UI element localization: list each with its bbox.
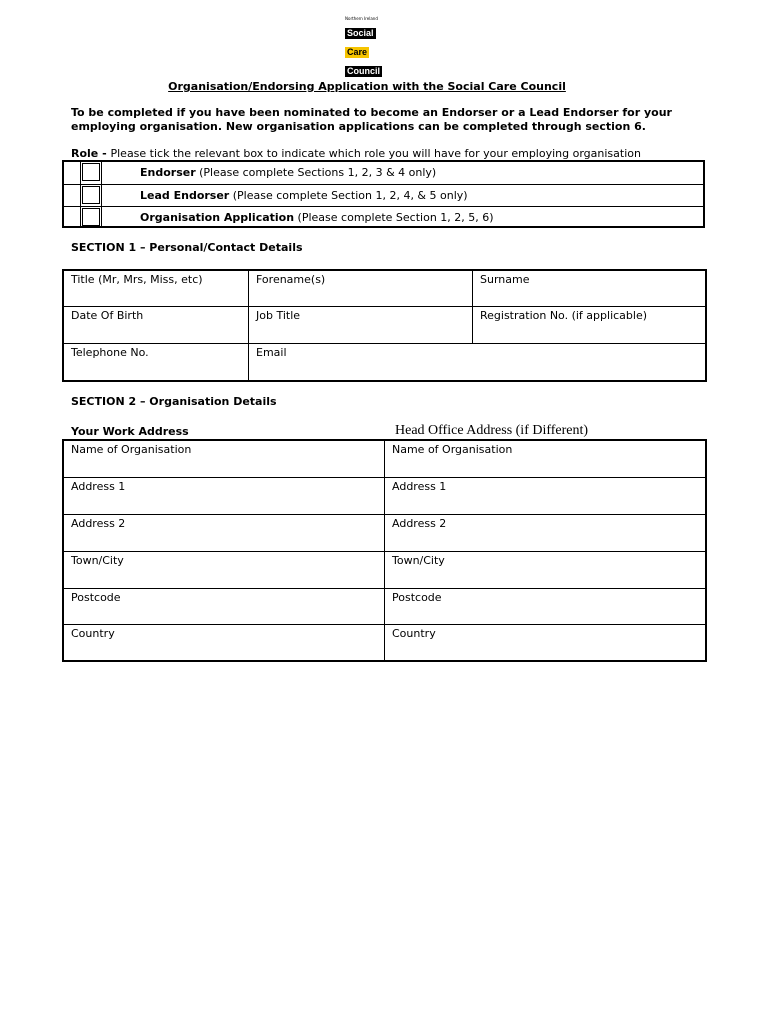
role-instruction	[71, 147, 641, 160]
endorser-label: Endorser (Please complete Sections 1, 2, 3 & 4 only)	[140, 166, 437, 179]
work-organisation-name-field[interactable]: Name of Organisation	[71, 443, 192, 456]
head-office-town-city-field[interactable]: Town/City	[392, 554, 445, 567]
work-town-city-field[interactable]: Town/City	[71, 554, 124, 567]
head-office-organisation-name-field[interactable]: Name of Organisation	[392, 443, 513, 456]
lead-endorser-checkbox[interactable]	[81, 185, 102, 206]
section2-heading: SECTION 2 – Organisation Details	[71, 395, 277, 408]
role-label: Role -	[71, 147, 111, 160]
title-field[interactable]: Title (Mr, Mrs, Miss, etc)	[71, 273, 203, 286]
work-address2-field[interactable]: Address 2	[71, 517, 126, 530]
section2-table	[62, 439, 707, 662]
logo-small-text: Northern Ireland	[345, 16, 378, 21]
date-of-birth-field[interactable]: Date Of Birth	[71, 309, 144, 322]
head-office-address1-field[interactable]: Address 1	[392, 480, 447, 493]
email-field[interactable]: Email	[256, 346, 287, 359]
head-office-address-heading: Head Office Address (if Different)	[395, 423, 589, 438]
lead-endorser-label: Lead Endorser (Please complete Section 1, 2, 4, & 5 only)	[140, 189, 468, 202]
work-country-field[interactable]: Country	[71, 627, 115, 640]
role-row-organisation-application	[64, 206, 703, 228]
social-care-council-logo	[345, 16, 390, 76]
role-row-lead-endorser	[64, 184, 703, 206]
endorser-checkbox[interactable]	[81, 162, 102, 184]
logo-word-council: Council	[347, 66, 380, 76]
work-address1-field[interactable]: Address 1	[71, 480, 126, 493]
logo-word-social: Social	[347, 28, 374, 38]
head-office-country-field[interactable]: Country	[392, 627, 436, 640]
logo-word-care: Care	[347, 47, 368, 57]
telephone-field[interactable]: Telephone No.	[71, 346, 149, 359]
work-address-heading: Your Work Address	[71, 425, 189, 438]
section1-table	[62, 269, 707, 382]
head-office-address2-field[interactable]: Address 2	[392, 517, 447, 530]
surname-field[interactable]: Surname	[480, 273, 530, 286]
role-table	[62, 160, 705, 228]
registration-number-field[interactable]: Registration No. (if applicable)	[480, 309, 648, 322]
intro-text: To be completed if you have been nominated to become an Endorser or a Lead Endorser for your employing organisation. New organisation applications can be completed through section 6.	[71, 106, 672, 133]
role-row-endorser	[64, 162, 703, 184]
head-office-postcode-field[interactable]: Postcode	[392, 591, 442, 604]
organisation-application-checkbox[interactable]	[81, 207, 102, 228]
job-title-field[interactable]: Job Title	[256, 309, 301, 322]
work-postcode-field[interactable]: Postcode	[71, 591, 121, 604]
organisation-application-label: Organisation Application (Please complete Section 1, 2, 5, 6)	[140, 211, 494, 224]
forename-field[interactable]: Forename(s)	[256, 273, 326, 286]
role-instruction-text: Please tick the relevant box to indicate which role you will have for your employing organisation	[110, 147, 641, 160]
section1-heading: SECTION 1 – Personal/Contact Details	[71, 241, 303, 254]
page-title: Organisation/Endorsing Application with the Social Care Council	[168, 80, 566, 93]
